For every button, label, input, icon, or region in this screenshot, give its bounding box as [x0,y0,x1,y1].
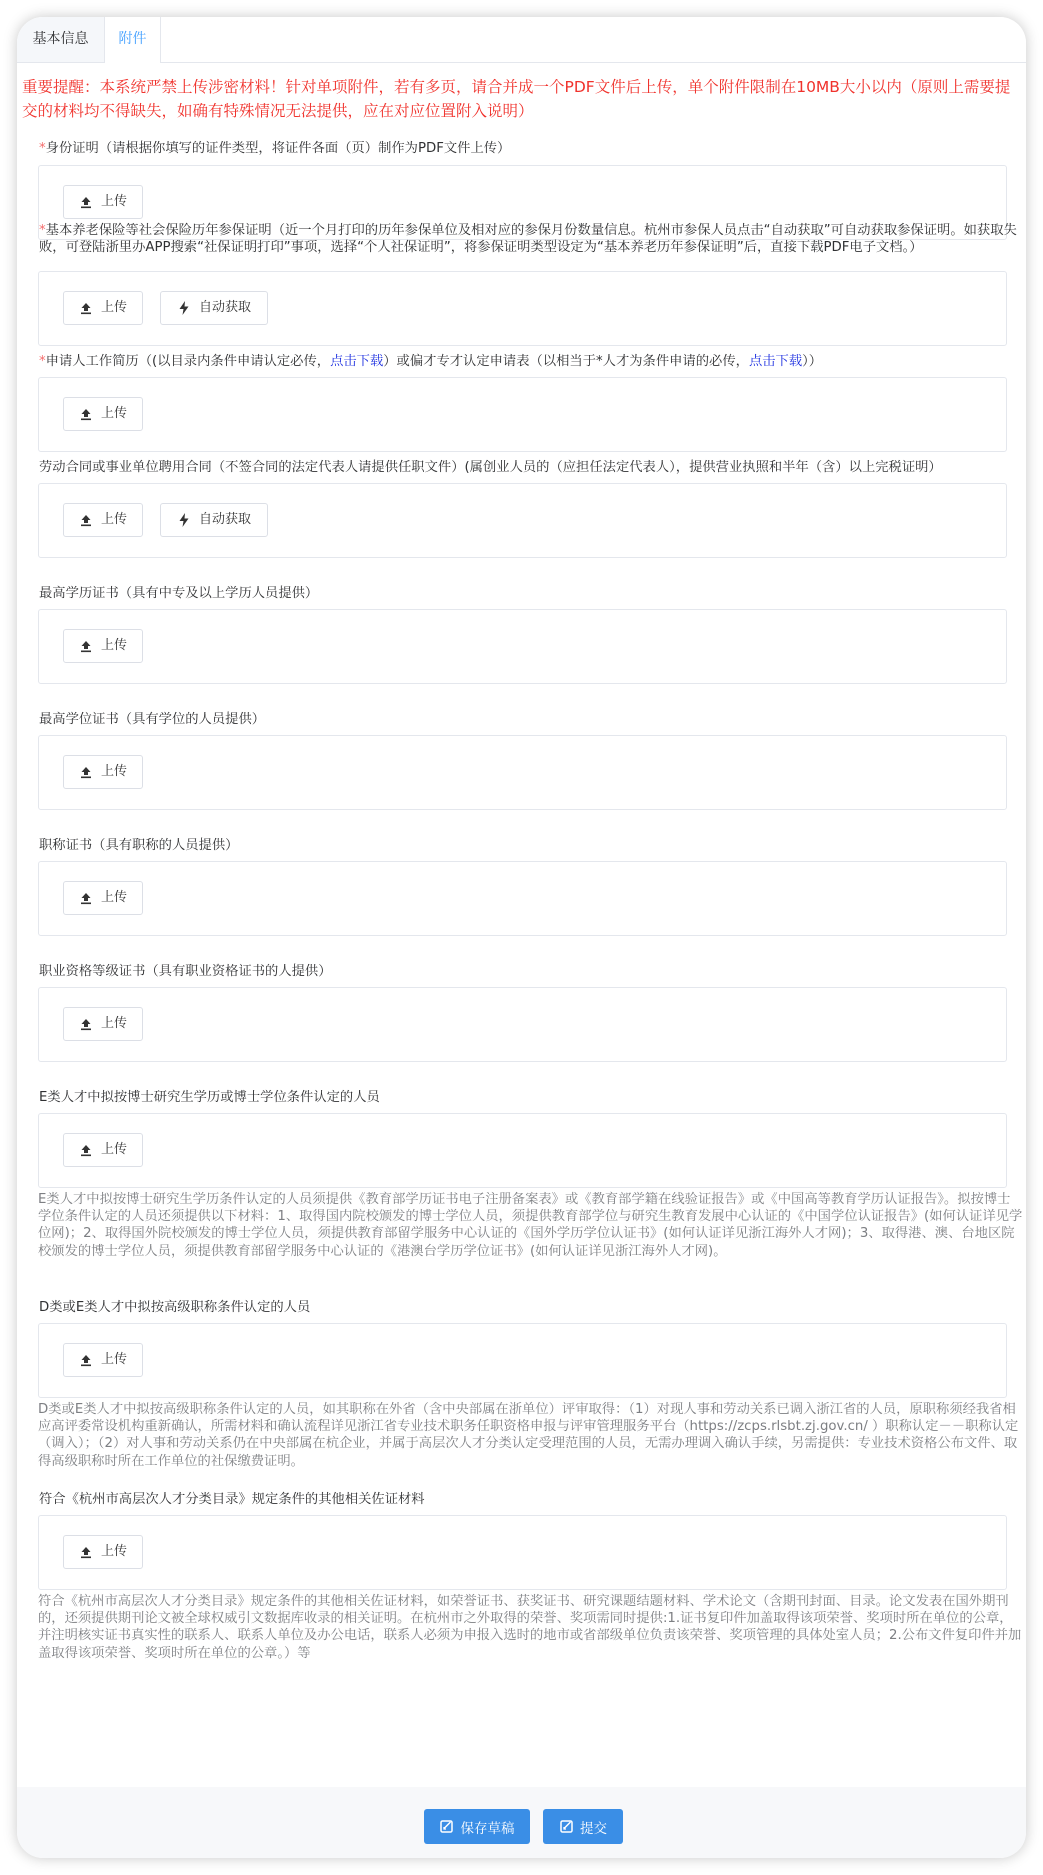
upload-button[interactable] [63,755,143,789]
upload-box-education-certificate [38,609,1007,684]
field-label-vocational-certificate [39,963,1019,980]
download-link-application-form[interactable]: 点击下载 [748,354,803,369]
upload-button[interactable] [63,1007,143,1041]
submit-button[interactable] [543,1809,623,1844]
auto-fetch-button[interactable] [160,291,268,325]
field-label-text: 劳动合同或事业单位聘用合同（不签合同的法定代表人请提供任职文件）(属创业人员的（应担任法定代表人），提供营业执照和半年（含）以上完税证明） [39,460,942,475]
action-footer [17,1787,1026,1858]
field-label-social-insurance [39,222,1019,256]
field-label-id-proof [39,140,1019,157]
upload-box-doctorate [38,1113,1007,1188]
lightning-icon [177,513,191,527]
auto-fetch-label: 自动获取 [198,512,251,527]
upload-label: 上传 [100,1142,127,1157]
field-label-text: 职业资格等级证书（具有职业资格证书的人提供） [39,964,332,979]
upload-box-title-certificate [38,861,1007,936]
required-mark: * [39,141,46,156]
upload-label: 上传 [100,1016,127,1031]
upload-label: 上传 [100,512,127,527]
field-label-text: ）） [802,354,823,369]
tab-attachments[interactable]: 附件 [105,17,161,63]
upload-icon [79,639,93,653]
upload-box-social-insurance [38,271,1007,346]
upload-icon [79,1017,93,1031]
field-label-text: 职称证书（具有职称的人员提供） [39,838,239,853]
submit-label: 提交 [580,1820,607,1837]
field-label-text: 最高学位证书（具有学位的人员提供） [39,712,266,727]
upload-icon [79,891,93,905]
field-hint-senior-title: D类或E类人才中拟按高级职称条件认定的人员，如其职称在外省（含中央部属在浙单位）评审取得：（1）对现人事和劳动关系已调入浙江省的人员，原职称须经我省相应高评委常设机构重新确认，所需材料和确认流程详见浙江省专业技术职务任职资格申报与评审管理服务平台（https://zcps.rlsbt.zj.gov.cn/ ）职称认定－－职称认定（调入）；（2）对人事和劳动关系仍在中央部属在杭企业，并属于高层次人才分类认定受理范围的人员，无需办理调入确认手续，另需提供：专业技术资格公布文件、取得高级职称时所在工作单位的社保缴费证明。 [38,1402,1019,1469]
field-label-labor-contract [39,459,1019,476]
field-hint-other-evidence: 符合《杭州市高层次人才分类目录》规定条件的其他相关佐证材料，如荣誉证书、获奖证书、研究课题结题材料、学术论文（含期刊封面、目录。论文发表在国外期刊的，还须提供期刊论文被全球权威引文数据库收录的相关证明。在杭州市之外取得的荣誉、奖项需同时提供:1.证书复印件加盖取得该项荣誉、奖项时所在单位的公章，并注明核实证书真实性的联系人、联系人单位及办公电话，联系人必须为申报入选时的地市或省部级单位负责该荣誉、奖项管理的具体处室人员；2.公布文件复印件并加盖取得该项荣誉、奖项时所在单位的公章。）等 [38,1594,1022,1661]
submit-icon [559,1820,573,1834]
important-notice: 重要提醒：本系统严禁上传涉密材料！针对单项附件，若有多页，请合并成一个PDF文件后上传，单个附件限制在10MB大小以内（原则上需要提交的材料均不得缺失，如确有特殊情况无法提供，应在对应位置附入说明） [22,78,1011,120]
attachment-form-window [17,17,1026,1858]
upload-button[interactable] [63,185,143,219]
upload-box-degree-certificate [38,735,1007,810]
upload-button[interactable] [63,1343,143,1377]
required-mark: * [39,354,46,369]
upload-button[interactable] [63,397,143,431]
field-label-text: 符合《杭州市高层次人才分类目录》规定条件的其他相关佐证材料 [39,1492,425,1507]
upload-label: 上传 [100,638,127,653]
field-label-text: 基本养老保险等社会保险历年参保证明（近一个月打印的历年参保单位及相对应的参保月份数量信息。杭州市参保人员点击“自动获取”可自动获取参保证明。如获取失败，可登陆浙里办APP搜索“社保证明打印”事项，选择“个人社保证明”，将参保证明类型设定为“基本养老历年参保证明”后，直接下载PDF电子文档。） [39,223,1017,255]
field-label-text: D类或E类人才中拟按高级职称条件认定的人员 [39,1300,311,1315]
field-label-text: 身份证明（请根据你填写的证件类型，将证件各面（页）制作为PDF文件上传） [45,141,511,156]
upload-label: 上传 [100,406,127,421]
field-label-degree-certificate [39,711,1019,728]
field-label-doctorate [39,1089,1019,1106]
upload-button[interactable] [63,881,143,915]
upload-label: 上传 [100,890,127,905]
upload-box-senior-title [38,1323,1007,1398]
field-label-senior-title [39,1299,1019,1316]
upload-icon [79,513,93,527]
upload-box-labor-contract [38,483,1007,558]
upload-icon [79,1143,93,1157]
upload-box-resume [38,377,1007,452]
field-label-other-evidence [39,1491,1019,1508]
upload-icon [79,301,93,315]
auto-fetch-label: 自动获取 [198,300,251,315]
field-hint-doctorate: E类人才中拟按博士研究生学历条件认定的人员须提供《教育部学历证书电子注册备案表》或《教育部学籍在线验证报告》或《中国高等教育学历认证报告》。拟按博士学位条件认定的人员还须提供以下材料：1、取得国内院校颁发的博士学位人员，须提供教育部学位与研究生教育发展中心认证的《中国学位认证报告》(如何认证详见学位网)；2、取得国外院校颁发的博士学位人员，须提供教育部留学服务中心认证的《国外学历学位认证书》(如何认证详见浙江海外人才网)；3、取得港、澳、台地区院校颁发的博士学位人员，须提供教育部留学服务中心认证的《港澳台学历学位证书》(如何认证详见浙江海外人才网)。 [38,1192,1023,1259]
field-label-title-certificate [39,837,1019,854]
save-draft-label: 保存草稿 [460,1820,515,1837]
field-label-text: ）或偏才专才认定申请表（以相当于*人才为条件申请的必传， [383,354,749,369]
upload-icon [79,407,93,421]
upload-icon [79,1353,93,1367]
upload-label: 上传 [100,1544,127,1559]
save-icon [440,1820,454,1834]
field-label-text: 最高学历证书（具有中专及以上学历人员提供） [39,586,319,601]
upload-button[interactable] [63,1535,143,1569]
upload-box-vocational-certificate [38,987,1007,1062]
required-mark: * [39,223,46,238]
upload-label: 上传 [100,1352,127,1367]
tab-bar [17,17,1026,63]
upload-button[interactable] [63,1133,143,1167]
save-draft-button[interactable] [424,1809,530,1844]
field-label-text: 申请人工作简历（(以目录内条件申请认定必传， [45,354,331,369]
auto-fetch-button[interactable] [160,503,268,537]
upload-button[interactable] [63,629,143,663]
upload-icon [79,195,93,209]
tab-basic-info[interactable]: 基本信息 [17,17,105,62]
field-label-education-certificate [39,585,1019,602]
upload-icon [79,765,93,779]
upload-icon [79,1545,93,1559]
upload-box-other-evidence [38,1515,1007,1590]
upload-label: 上传 [100,194,127,209]
upload-button[interactable] [63,503,143,537]
lightning-icon [177,301,191,315]
field-label-text: E类人才中拟按博士研究生学历或博士学位条件认定的人员 [39,1090,380,1105]
field-label-resume [39,353,1019,370]
upload-label: 上传 [100,764,127,779]
download-link-resume[interactable]: 点击下载 [330,354,384,369]
upload-label: 上传 [100,300,127,315]
upload-button[interactable] [63,291,143,325]
